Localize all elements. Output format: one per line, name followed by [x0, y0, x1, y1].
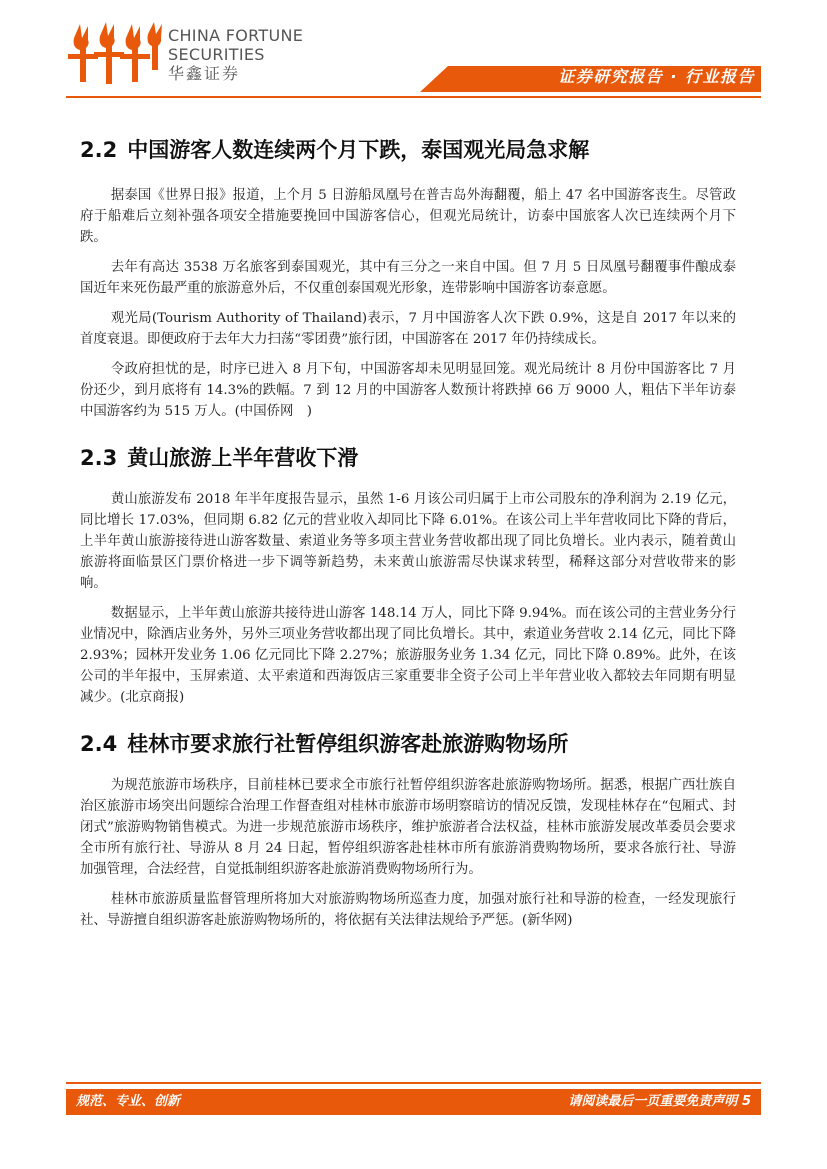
report-body	[80, 128, 736, 931]
report-type-label: 证券研究报告 · 行业报告	[558, 67, 755, 86]
section-title: 中国游客人数连续两个月下跌，泰国观光局急求解	[127, 138, 590, 162]
section-number: 2.4	[80, 732, 118, 756]
section-heading	[80, 722, 736, 766]
section-title: 桂林市要求旅行社暂停组织游客赴旅游购物场所	[127, 732, 569, 756]
paragraph: 据泰国《世界日报》报道，上个月 5 日游船凤凰号在普吉岛外海翻覆，船上 47 名中国游客丧生。尽管政府于船难后立刻补强各项安全措施要挽回中国游客信心，但观光局统计，访泰中国旅客人次已连续两个月下跌。	[80, 188, 736, 245]
section-heading	[80, 128, 736, 172]
paragraph: 令政府担忧的是，时序已进入 8 月下旬，中国游客却未见明显回笼。观光局统计 8 月份中国游客比 7 月份还少，到月底将有 14.3%的跌幅。7 到 12 月的中国游客人数预计将跌掉 66 万 9000 人，粗估下半年访泰中国游客约为 515 万人。(中国侨网 )	[80, 362, 736, 419]
section-title: 黄山旅游上半年营收下滑	[127, 446, 359, 470]
paragraph: 桂林市旅游质量监督管理所将加大对旅游购物场所巡查力度，加强对旅行社和导游的检查，一经发现旅行社、导游擅自组织游客赴旅游购物场所的，将依据有关法律法规给予严惩。(新华网)	[80, 892, 736, 928]
company-name-en-1: CHINA FORTUNE	[168, 26, 304, 45]
section-number: 2.3	[80, 446, 118, 470]
footer-slogan: 规范、专业、创新	[76, 1094, 181, 1109]
section-heading	[80, 436, 736, 480]
footer-disclaimer: 请阅读最后一页重要免责声明 5	[568, 1094, 751, 1109]
header-divider	[66, 96, 761, 98]
company-name-en-2: SECURITIES	[168, 45, 265, 64]
paragraph: 为规范旅游市场秩序，目前桂林已要求全市旅行社暂停组织游客赴旅游购物场所。据悉，根据广西壮族自治区旅游市场突出问题综合治理工作督查组对桂林市旅游市场明察暗访的情况反馈，发现桂林存在“包厢式、封闭式”旅游购物销售模式。为进一步规范旅游市场秩序，维护旅游者合法权益，桂林市旅游发展改革委员会要求全市所有旅行社、导游从 8 月 24 日起，暂停组织游客赴桂林市所有旅游消费购物场所，要求各旅行社、导游加强管理，合法经营，自觉抵制组织游客赴旅游消费购物场所行为。	[80, 778, 736, 877]
footer-divider	[66, 1082, 761, 1084]
paragraph: 黄山旅游发布 2018 年半年度报告显示，虽然 1-6 月该公司归属于上市公司股东的净利润为 2.19 亿元，同比增长 17.03%，但同期 6.82 亿元的营业收入却同比下降 6.01%。在该公司上半年营收同比下降的背后，上半年黄山旅游接待进山游客数量、索道业务等多项主营业务营收都出现了同比负增长。业内表示，随着黄山旅游将面临景区门票价格进一步下调等新趋势，未来黄山旅游需尽快谋求转型，稀释这部分对营收带来的影响。	[80, 492, 736, 591]
paragraph: 数据显示，上半年黄山旅游共接待进山游客 148.14 万人，同比下降 9.94%。而在该公司的主营业务分行业情况中，除酒店业务外，另外三项业务营收都出现了同比负增长。其中，索道业务营收 2.14 亿元，同比下降 2.93%；园林开发业务 1.06 亿元同比下降 2.27%；旅游服务业务 1.34 亿元，同比下降 0.89%。此外，在该公司的半年报中，玉屏索道、太平索道和西海饭店三家重要非全资子公司上半年营业收入都较去年同期有明显减少。(北京商报)	[80, 606, 736, 705]
section-number: 2.2	[80, 138, 118, 162]
company-name-cn: 华鑫证券	[168, 64, 241, 83]
paragraph: 去年有高达 3538 万名旅客到泰国观光，其中有三分之一来自中国。但 7 月 5 日凤凰号翻覆事件酿成泰国近年来死伤最严重的旅游意外后，不仅重创泰国观光形象，连带影响中国游客访泰意愿。	[80, 260, 736, 296]
paragraph: 观光局(Tourism Authority of Thailand)表示，7 月中国游客人次下跌 0.9%，这是自 2017 年以来的首度衰退。即便政府于去年大力扫荡“零团费”旅行团，中国游客在 2017 年仍持续成长。	[80, 311, 736, 347]
